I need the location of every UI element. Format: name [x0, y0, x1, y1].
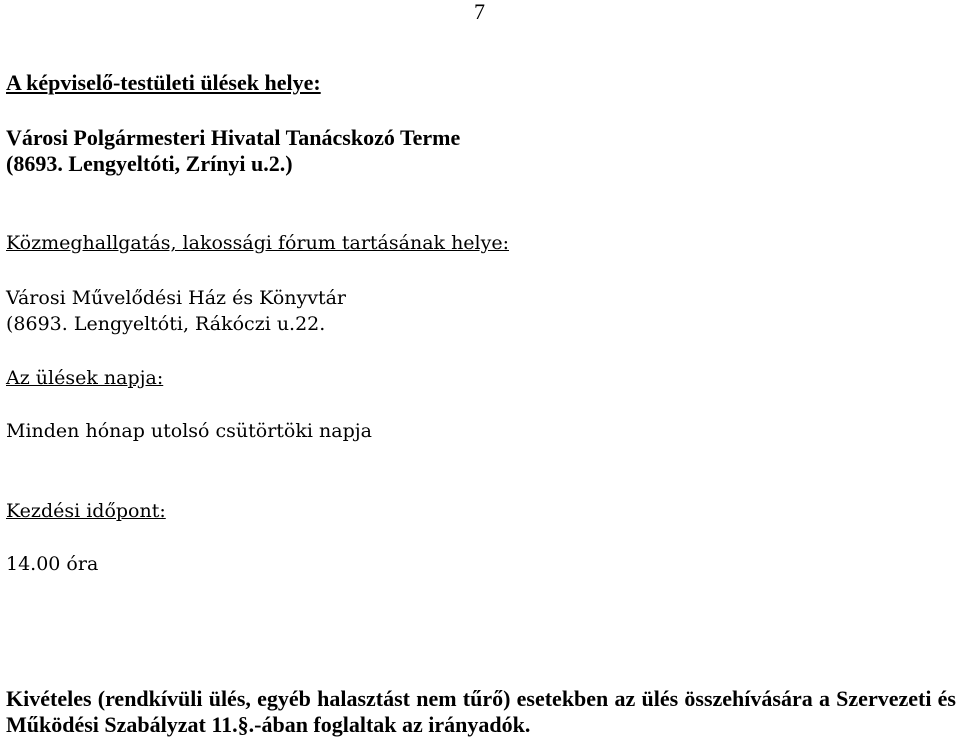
page-number: 7 — [474, 0, 485, 24]
start-time-value: 14.00 óra — [6, 553, 99, 575]
start-time-heading: Kezdési időpont: — [6, 500, 166, 522]
forum-place-name: Városi Művelődési Ház és Könyvtár — [6, 287, 347, 309]
meeting-day-heading: Az ülések napja: — [6, 367, 164, 389]
exceptions-paragraph: Kivételes (rendkívüli ülés, egyéb halasztást nem tűrő) esetekben az ülés összehívására a Szervezeti és Működési Szabályzat 11.§.-ában foglaltak az irányadók. — [6, 686, 956, 737]
meeting-place-address: (8693. Lengyeltóti, Zrínyi u.2.) — [6, 151, 293, 176]
forum-place-heading: Közmeghallgatás, lakossági fórum tartásának helye: — [6, 232, 510, 254]
meeting-place-name: Városi Polgármesteri Hivatal Tanácskozó Terme — [6, 125, 461, 150]
meeting-day-value: Minden hónap utolsó csütörtöki napja — [6, 420, 372, 442]
meeting-place-heading: A képviselő-testületi ülések helye: — [6, 70, 321, 95]
forum-place-address: (8693. Lengyeltóti, Rákóczi u.22. — [6, 313, 326, 335]
